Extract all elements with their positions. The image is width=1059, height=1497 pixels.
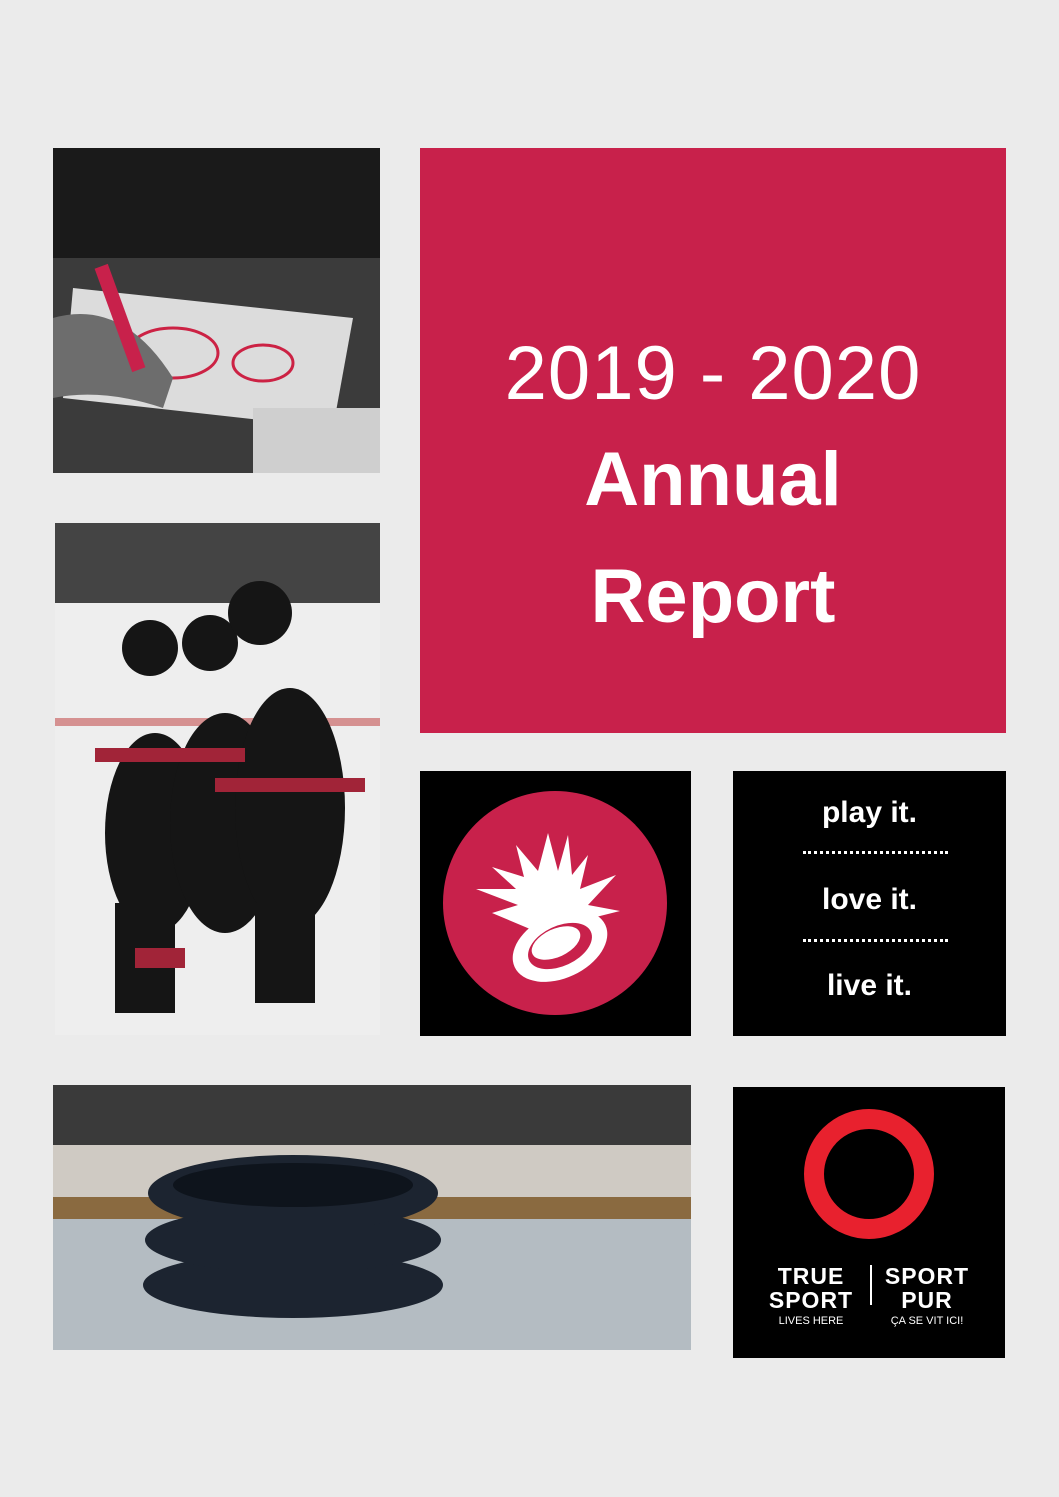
slogan-divider [803, 939, 948, 942]
slogan-live: live it. [826, 969, 913, 1002]
slogan-block [733, 771, 1006, 1036]
title-block [420, 148, 1006, 733]
true-sport-en-tagline: LIVES HERE [778, 1315, 844, 1327]
sport-pur-fr-tagline: ÇA SE VIT ICI! [890, 1315, 964, 1327]
photo-hockey-players [55, 523, 380, 1035]
sport-pur-fr-line2: PUR [901, 1287, 953, 1313]
slogan-play: play it. [821, 796, 918, 829]
report-years: 2019 - 2020 [504, 331, 922, 416]
report-title-annual: Annual [584, 437, 842, 522]
logo-block [420, 771, 691, 1036]
maple-leaf-ring-logo-icon [420, 771, 691, 1036]
slogan-love: love it. [821, 883, 918, 916]
report-title-report: Report [590, 554, 836, 639]
true-sport-en-line1: TRUE [777, 1263, 845, 1289]
photo-ringette-rings [53, 1085, 691, 1350]
slogan-divider [803, 851, 948, 854]
true-sport-block [733, 1087, 1005, 1358]
true-sport-en-line2: SPORT [768, 1287, 854, 1313]
photo-coach-whiteboard [53, 148, 380, 473]
sport-pur-fr-line1: SPORT [884, 1263, 970, 1289]
